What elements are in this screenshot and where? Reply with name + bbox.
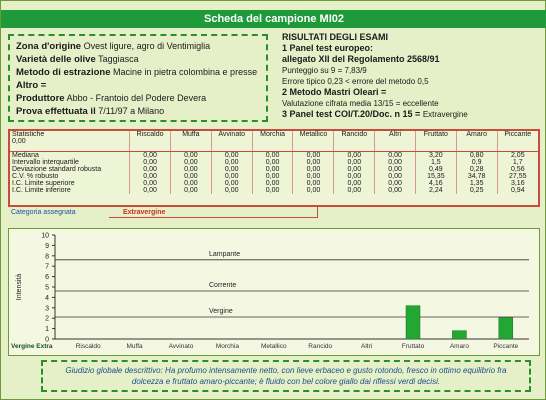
panel1-title: 1 Panel test europeo: [282, 43, 374, 53]
y-tick-label: 3 [45, 305, 49, 313]
table-cell: 0,00 [375, 180, 416, 187]
y-tick-label: 4 [45, 294, 49, 302]
table-cell: 1,35 [456, 180, 497, 187]
info-method-value: Macine in pietra colombina e presse [113, 67, 258, 77]
table-row [10, 159, 538, 166]
y-tick-label: 8 [45, 253, 49, 261]
table-cell: 0,00 [334, 187, 375, 194]
info-method-label: Metodo di estrazione [16, 67, 111, 78]
table-cell: 0,00 [252, 151, 293, 159]
table-cell: 0,00 [252, 180, 293, 187]
table-row [10, 151, 538, 159]
table-cell: 0,00 [375, 173, 416, 180]
table-cell: 27,55 [497, 173, 538, 180]
table-cell: 0,80 [456, 151, 497, 159]
table-cell: 0,00 [211, 173, 252, 180]
table-cell: 0,00 [171, 166, 212, 173]
table-cell: 0,94 [497, 187, 538, 194]
row-label: I.C. Limite superiore [12, 179, 75, 187]
info-variety-value: Taggiasca [98, 54, 139, 64]
x-tick-label: Metallico [260, 343, 287, 350]
table-cell: 0,00 [293, 159, 334, 166]
table-cell: 0,00 [130, 180, 171, 187]
table-cell: 0,00 [293, 180, 334, 187]
table-cell: 0,00 [334, 159, 375, 166]
table-cell: 0,9 [456, 159, 497, 166]
table-row [10, 187, 538, 194]
table-header-stat [10, 131, 130, 151]
y-tick-label: 1 [45, 326, 49, 334]
info-method [16, 66, 260, 79]
panel2-evaluation: Valutazione cifrata media 13/15 = eccellente [282, 99, 439, 108]
table-cell: 0,00 [252, 173, 293, 180]
intensity-chart-svg [9, 229, 541, 357]
panel3-value: Extravergine [422, 110, 468, 119]
chart-bar [406, 306, 420, 339]
table-cell: 2,24 [415, 187, 456, 194]
category-divider-vertical [317, 207, 318, 218]
x-start-label: Vergine Extra [11, 343, 53, 350]
row-label: Mediana [12, 151, 39, 159]
row-label: C.V. % robusto [12, 172, 59, 180]
x-tick-label: Altri [360, 343, 373, 350]
table-cell: 4,16 [415, 180, 456, 187]
intensity-chart [8, 228, 540, 356]
y-tick-label: 10 [41, 232, 49, 240]
x-tick-label: Rancido [308, 343, 333, 350]
column-header: Metallico [293, 131, 334, 151]
x-tick-label: Amaro [449, 343, 469, 350]
category-value: Extravergine [123, 209, 166, 216]
panel3-title: 3 Panel test COI/T.20/Doc. n 15 = [282, 109, 423, 119]
table-cell: 0,00 [171, 180, 212, 187]
table-cell: 0,00 [130, 151, 171, 159]
y-tick-label: 7 [45, 263, 49, 271]
table-cell: 0,00 [171, 173, 212, 180]
table-cell: 0,00 [293, 151, 334, 159]
table-cell: 34,78 [456, 173, 497, 180]
column-header: Rancido [334, 131, 375, 151]
table-row [10, 166, 538, 173]
card-title: Scheda del campione MI02 [1, 10, 546, 28]
column-header: Morchia [252, 131, 293, 151]
table-cell: 0,00 [211, 180, 252, 187]
table-cell: 0,00 [130, 166, 171, 173]
table-cell: 0,00 [171, 151, 212, 159]
stat-header-value: 0,00 [12, 138, 26, 145]
column-header: Muffa [171, 131, 212, 151]
zone-label: Corrente [209, 282, 237, 289]
x-tick-label: Piccante [493, 343, 519, 350]
column-header: Altri [375, 131, 416, 151]
table-cell: 0,00 [211, 151, 252, 159]
row-label: Intervallo interquartile [12, 158, 79, 166]
table-cell: 0,00 [211, 187, 252, 194]
chart-bar [452, 331, 466, 339]
table-cell: 0,00 [252, 159, 293, 166]
x-tick-label: Muffa [126, 343, 143, 350]
table-cell: 0,00 [171, 159, 212, 166]
info-variety [16, 53, 260, 66]
table-cell: 0,00 [293, 187, 334, 194]
table-cell: 0,00 [334, 180, 375, 187]
table-cell: 0,00 [130, 173, 171, 180]
statistics-table [10, 131, 538, 194]
judgement-label: Giudizio globale descrittivo: [65, 366, 163, 375]
info-test-date-value: 7/11/97 a Milano [98, 106, 165, 116]
y-tick-label: 6 [45, 274, 49, 282]
table-cell: 3,16 [497, 180, 538, 187]
chart-bar [499, 318, 513, 339]
info-other [16, 79, 260, 92]
table-cell: 1,7 [497, 159, 538, 166]
y-tick-label: 0 [45, 336, 49, 344]
x-tick-label: Fruttato [401, 343, 425, 350]
results-title: RISULTATI DEGLI ESAMI [282, 32, 388, 42]
y-tick-label: 9 [45, 242, 49, 250]
table-cell: 3,20 [415, 151, 456, 159]
table-cell: 1,5 [415, 159, 456, 166]
panel1-score: Punteggio su 9 = 7,83/9 [282, 66, 367, 75]
row-label: I.C. Limite inferiore [12, 186, 71, 194]
table-cell: 0,00 [375, 187, 416, 194]
table-cell: 0,00 [130, 159, 171, 166]
table-header-row [10, 131, 538, 151]
table-cell: 0,00 [334, 173, 375, 180]
info-origin-value: Ovest ligure, agro di Ventimiglia [83, 41, 211, 51]
column-header: Piccante [497, 131, 538, 151]
row-label: Deviazione standard robusta [12, 165, 102, 173]
info-origin-label: Zona d'origine [16, 41, 82, 52]
column-header: Amaro [456, 131, 497, 151]
info-test-date-label: Prova effettuata il [16, 106, 96, 117]
table-cell: 0,00 [252, 187, 293, 194]
info-other-label: Altro = [16, 80, 47, 91]
results-section [282, 32, 542, 120]
info-producer [16, 92, 260, 105]
judgement-box [41, 360, 531, 392]
table-cell: 2,05 [497, 151, 538, 159]
table-cell: 0,25 [456, 187, 497, 194]
zone-label: Vergine [209, 308, 233, 315]
table-row [10, 180, 538, 187]
table-cell: 0,00 [171, 187, 212, 194]
stat-header-label: Statistiche [12, 131, 45, 138]
table-row [10, 173, 538, 180]
table-cell: 0,00 [211, 166, 252, 173]
panel3-line [282, 109, 542, 120]
info-producer-label: Produttore [16, 93, 65, 104]
y-tick-label: 2 [45, 315, 49, 323]
column-header: Riscaldo [130, 131, 171, 151]
y-axis-label: Intensità [16, 273, 23, 301]
table-cell: 0,00 [130, 187, 171, 194]
table-cell: 0,00 [375, 151, 416, 159]
info-producer-value: Abbo - Frantoio del Podere Devera [66, 93, 207, 103]
info-variety-label: Varietà delle olive [16, 54, 96, 65]
x-tick-label: Morchia [215, 343, 239, 350]
table-cell: 0,00 [293, 173, 334, 180]
table-cell: 0,00 [293, 166, 334, 173]
table-cell: 15,35 [415, 173, 456, 180]
judgement-text: Ha profumo intensamente netto, con lieve erbaceo e gusto rotondo, fresco in ottimo equilibrio fra dolcezza e fruttato amaro-piccante; è fluido con bel colore giallo dai riflessi verdi decisi. [131, 366, 507, 386]
table-cell: 0,56 [497, 166, 538, 173]
table-cell: 0,00 [375, 159, 416, 166]
statistics-table-box [8, 129, 540, 207]
table-cell: 0,00 [252, 166, 293, 173]
column-header: Fruttato [415, 131, 456, 151]
sample-info-box [8, 34, 268, 122]
panel1-error: Errore tipico 0,23 < errore del metodo 0,5 [282, 77, 429, 86]
category-label: Categoria assegnata [11, 209, 76, 216]
panel2-title: 2 Metodo Mastri Oleari = [282, 87, 387, 97]
x-tick-label: Avvinato [168, 343, 194, 350]
info-origin [16, 40, 260, 53]
table-cell: 0,00 [334, 151, 375, 159]
table-cell: 0,28 [456, 166, 497, 173]
category-divider [109, 217, 317, 218]
table-cell: 0,00 [375, 166, 416, 173]
info-test-date [16, 105, 260, 118]
zone-label: Lampante [209, 250, 241, 258]
table-cell: 0,49 [415, 166, 456, 173]
table-cell: 0,00 [334, 166, 375, 173]
table-cell: 0,00 [211, 159, 252, 166]
y-tick-label: 5 [45, 284, 49, 292]
column-header: Avvinato [211, 131, 252, 151]
x-tick-label: Riscaldo [75, 343, 101, 350]
panel1-subtitle: allegato XII del Regolamento 2568/91 [282, 54, 440, 64]
